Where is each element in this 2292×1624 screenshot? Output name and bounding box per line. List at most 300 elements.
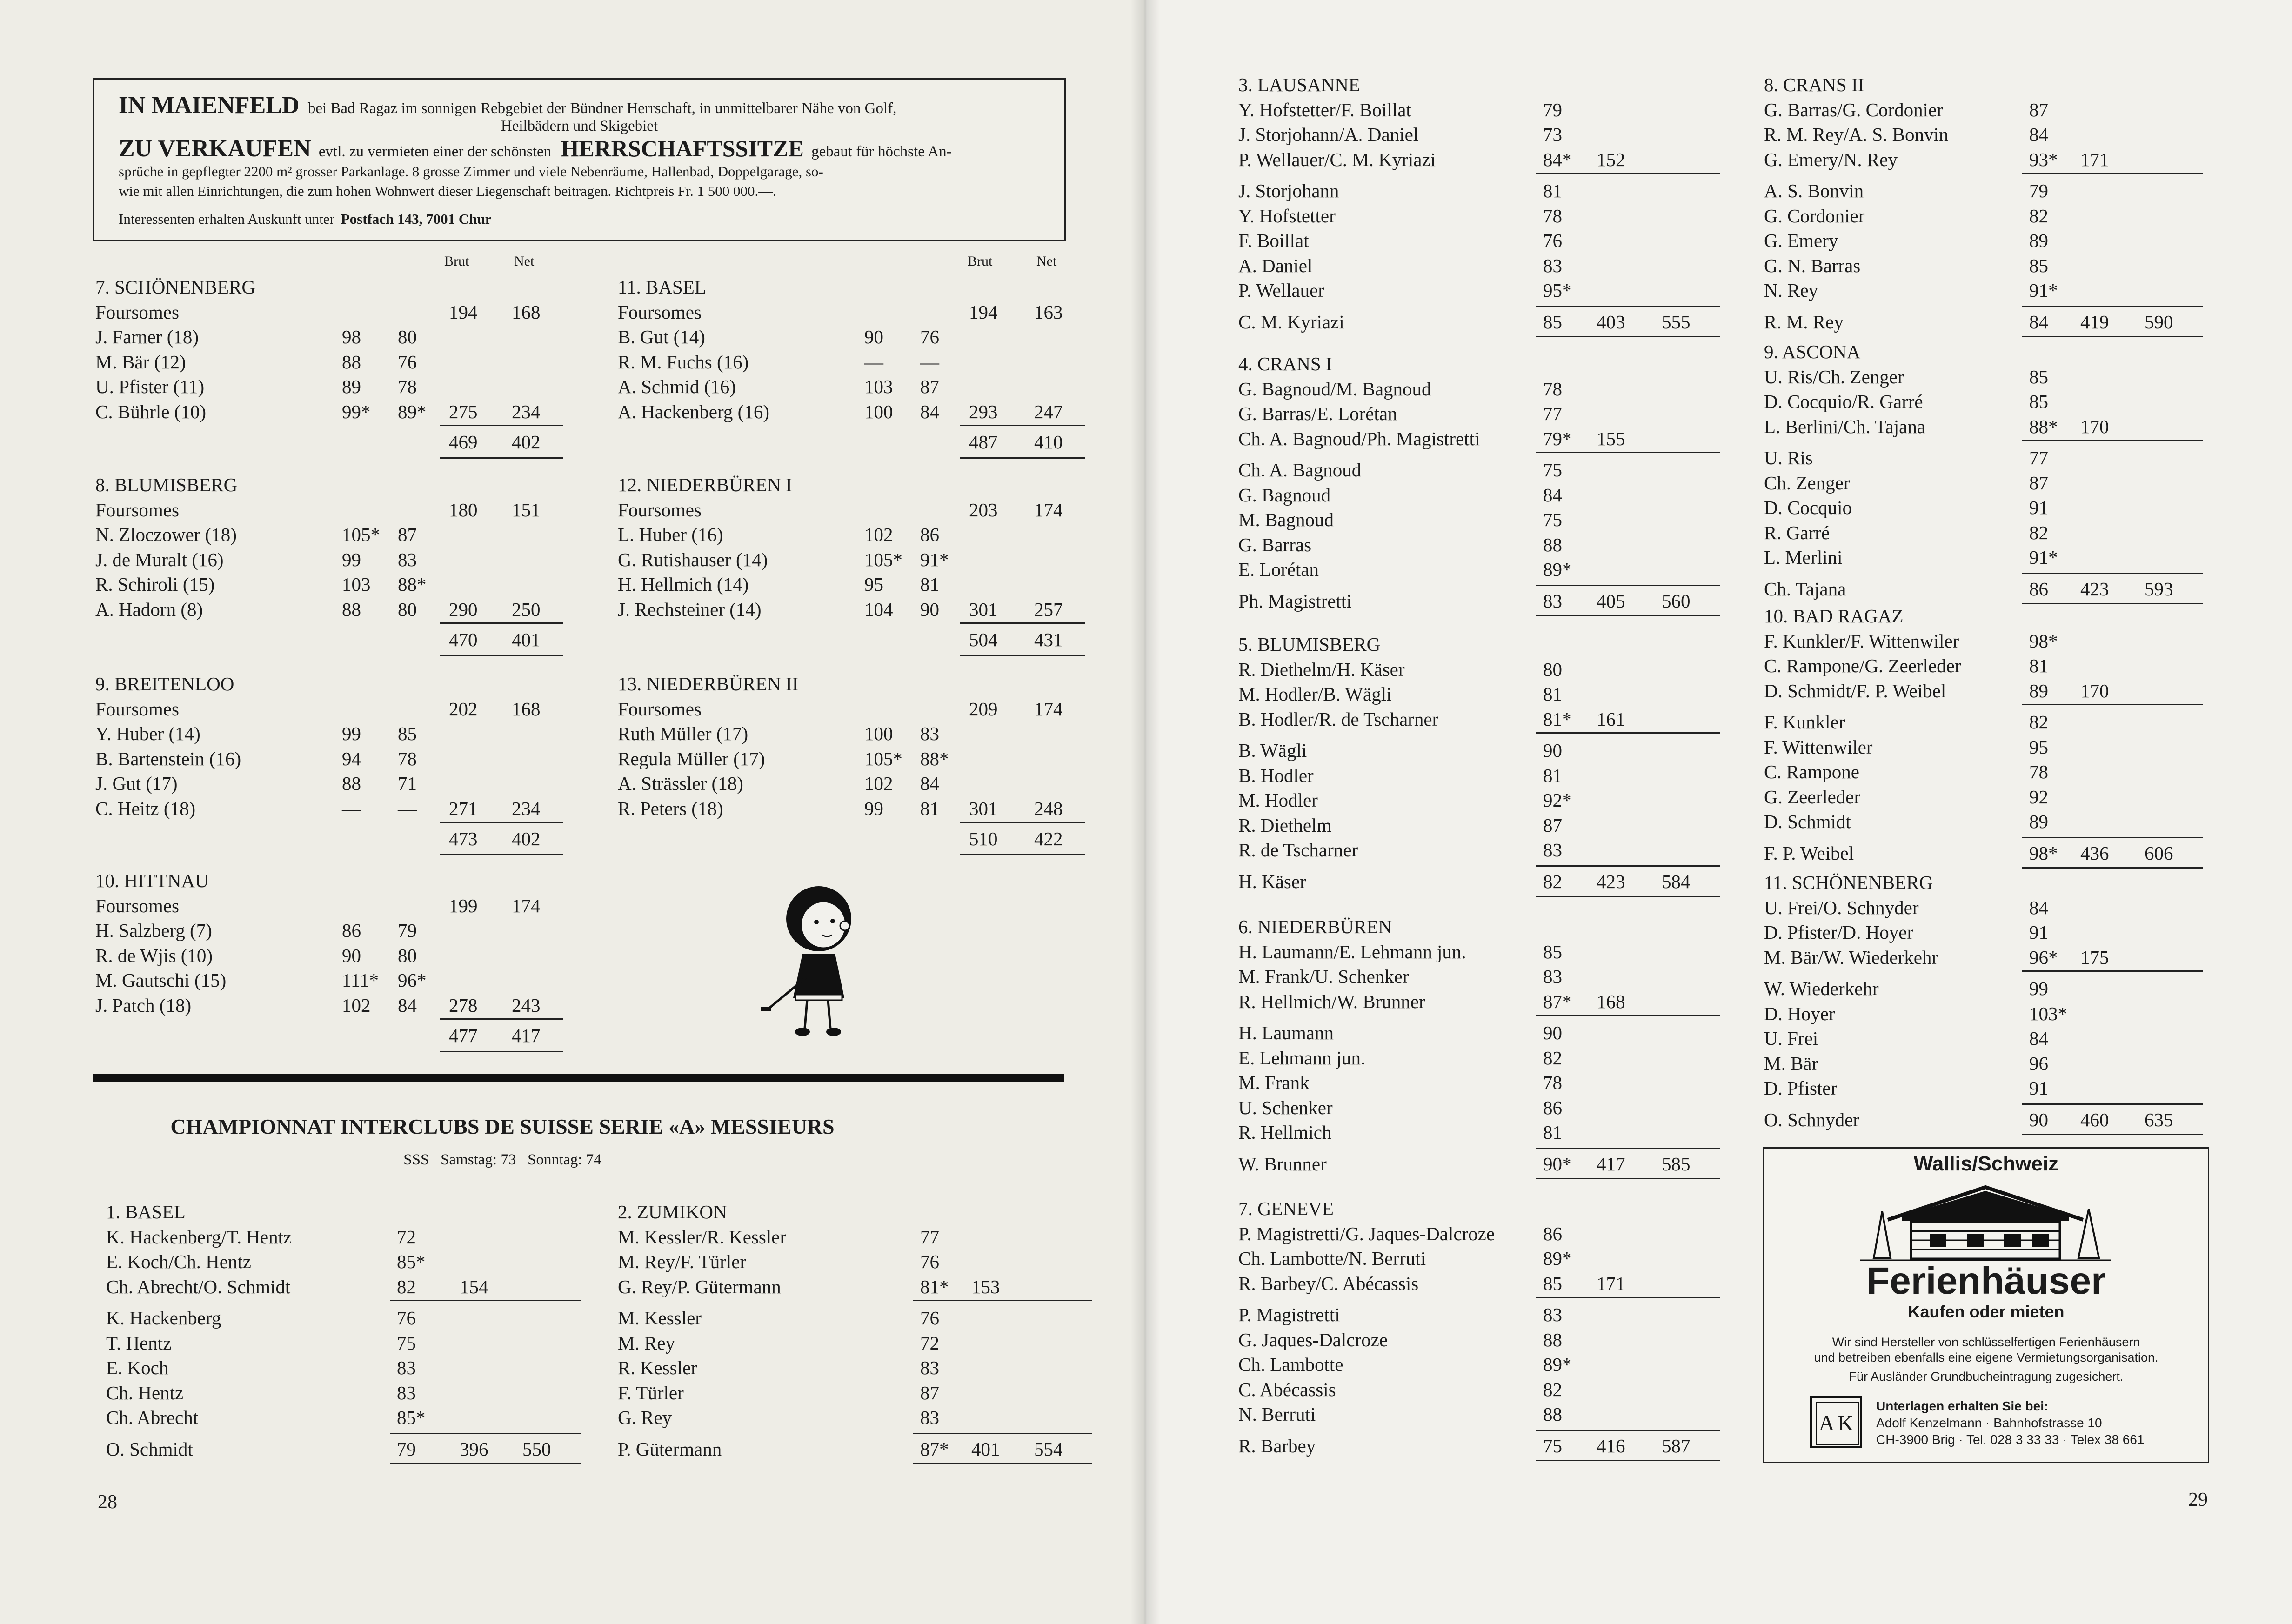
- team-title: 9. ASCONA: [1764, 341, 1861, 362]
- single-score: 83: [920, 1357, 939, 1378]
- ad-text: gebaut für höchste An-: [811, 143, 952, 160]
- player-name: G. Jaques-Dalcroze: [1238, 1329, 1388, 1350]
- table-rule: [440, 822, 563, 823]
- player-name: Ch. Tajana: [1764, 578, 1846, 600]
- foursome-row: [1764, 364, 2252, 389]
- player-name: A. Daniel: [1238, 254, 1313, 276]
- single-score: 83: [1543, 254, 1562, 276]
- pair-score: 85: [2029, 391, 2048, 412]
- single-row: [1764, 309, 2252, 334]
- single-row: [1238, 507, 1727, 532]
- page-number: 29: [2188, 1489, 2208, 1510]
- single-row: [1764, 809, 2252, 834]
- player-name: B. Wägli: [1238, 740, 1307, 761]
- single-score: 82: [2029, 711, 2048, 733]
- single-row: [1764, 759, 2252, 784]
- player-row: [95, 547, 607, 572]
- player-row: [618, 374, 1129, 399]
- single-score: 79: [2029, 180, 2048, 201]
- foursome-row: [1238, 376, 1727, 401]
- single-score: 91: [2029, 497, 2048, 518]
- table-rule: [2022, 306, 2203, 307]
- foursome-row: [106, 1274, 595, 1299]
- holiday-homes-ad: [1763, 1147, 2209, 1463]
- player-row: [618, 522, 1129, 547]
- player-name: R. de Wjis (10): [95, 944, 213, 966]
- net-score: 80: [398, 944, 417, 966]
- table-rule: [1536, 896, 1720, 897]
- player-name: F. Wittenwiler: [1764, 736, 1873, 758]
- player-name: R. Kessler: [618, 1357, 697, 1378]
- table-rule: [1536, 1297, 1720, 1298]
- table-rule: [2022, 336, 2203, 337]
- player-name: G. Rutishauser (14): [618, 548, 768, 570]
- singles-total: 403: [1597, 311, 1625, 333]
- brut-score: 86: [342, 920, 361, 941]
- player-name: F. Türler: [618, 1382, 684, 1403]
- single-row: [1764, 470, 2252, 495]
- single-score: 85*: [397, 1407, 426, 1428]
- pair-score: 77: [1543, 403, 1562, 424]
- player-row: [95, 771, 607, 796]
- single-row: [1764, 1001, 2252, 1026]
- player-row: [95, 572, 607, 597]
- team-total: 560: [1662, 590, 1691, 612]
- pair-names: R. Diethelm/H. Käser: [1238, 658, 1405, 680]
- single-score: 88: [1543, 1329, 1562, 1350]
- player-row: [618, 572, 1129, 597]
- single-score: 91*: [2029, 280, 2058, 301]
- single-score: 95: [2029, 736, 2048, 758]
- pair-score: 88*: [2029, 415, 2058, 437]
- net-score: 80: [398, 598, 417, 620]
- player-row: [95, 374, 607, 399]
- player-name: L. Merlini: [1764, 547, 1843, 568]
- single-row: [1764, 1051, 2252, 1076]
- pair-names: P. Wellauer/C. M. Kyriazi: [1238, 148, 1436, 170]
- team-title: 10. HITTNAU: [95, 870, 209, 891]
- brut-score: 99*: [342, 401, 371, 422]
- player-row: [95, 968, 607, 993]
- net-total: 402: [512, 431, 541, 453]
- brut-total: 301: [969, 598, 998, 620]
- foursome-total: 153: [971, 1276, 1000, 1297]
- single-row: [106, 1380, 595, 1405]
- single-row: [1238, 738, 1727, 763]
- team-block: [1238, 351, 1727, 640]
- foursome-row: [1764, 895, 2252, 920]
- single-row: [1238, 1045, 1727, 1070]
- table-rule: [390, 1463, 581, 1464]
- left-page: [0, 0, 1145, 1624]
- single-score: 76: [397, 1307, 416, 1329]
- single-score: 90: [1543, 740, 1562, 761]
- team-block: [95, 671, 607, 885]
- table-rule: [440, 622, 563, 624]
- single-row: [1238, 1327, 1727, 1352]
- total-row: [618, 627, 1129, 652]
- brut-score: 103: [342, 574, 371, 595]
- player-name: A. Hadorn (8): [95, 598, 203, 620]
- player-name: J. Patch (18): [95, 994, 192, 1016]
- table-rule: [1536, 865, 1720, 867]
- single-row: [1238, 1070, 1727, 1095]
- net-score: 91*: [920, 548, 949, 570]
- brut-score: —: [342, 797, 361, 819]
- team-total: 554: [1034, 1438, 1063, 1460]
- single-score: 75: [1543, 509, 1562, 530]
- brut-score: —: [864, 351, 883, 373]
- player-name: B. Bartenstein (16): [95, 748, 241, 769]
- single-score: 83: [1543, 839, 1562, 861]
- pair-score: 79*: [1543, 428, 1572, 449]
- net-score: 76: [920, 326, 939, 348]
- foursome-row: [1764, 122, 2252, 147]
- team-title: 5. BLUMISBERG: [1238, 634, 1381, 655]
- net-total: 402: [512, 828, 541, 849]
- player-name: P. Gütermann: [618, 1438, 722, 1460]
- single-score: 81: [1543, 764, 1562, 786]
- single-score: 83: [1543, 590, 1562, 612]
- player-row: [95, 300, 607, 325]
- player-name: N. Rey: [1764, 280, 1818, 301]
- foursome-total: 171: [2080, 148, 2109, 170]
- col-header-net: Net: [1036, 254, 1057, 269]
- pair-score: 82: [397, 1276, 416, 1297]
- pair-names: M. Frank/U. Schenker: [1238, 966, 1409, 987]
- single-score: 82: [1543, 870, 1562, 892]
- pair-score: 81: [2029, 655, 2048, 676]
- pair-names: H. Laumann/E. Lehmann jun.: [1238, 941, 1466, 962]
- single-score: 91*: [2029, 547, 2058, 568]
- single-score: 81: [1543, 1122, 1562, 1143]
- team-title: 11. SCHÖNENBERG: [1764, 872, 1933, 893]
- single-score: 92*: [1543, 789, 1572, 811]
- player-row: [618, 746, 1129, 771]
- player-row: [95, 696, 607, 722]
- foursome-total: 170: [2080, 680, 2109, 702]
- player-name: C. Abécassis: [1238, 1378, 1336, 1400]
- team-total: 555: [1662, 311, 1691, 333]
- net-score: 79: [398, 920, 417, 941]
- player-name: Foursomes: [95, 895, 179, 916]
- single-row: [1764, 545, 2252, 570]
- table-rule: [1536, 1178, 1720, 1179]
- single-row: [1238, 1377, 1727, 1402]
- brut-total: 504: [969, 629, 998, 650]
- table-rule: [1536, 615, 1720, 616]
- brut-total: 487: [969, 431, 998, 453]
- player-name: P. Wellauer: [1238, 280, 1324, 301]
- team-block: [1764, 339, 2252, 628]
- single-row: [1238, 588, 1727, 614]
- player-name: R. Diethelm: [1238, 814, 1332, 836]
- brut-score: 89: [342, 376, 361, 397]
- pair-names: M. Bär/W. Wiederkehr: [1764, 946, 1938, 968]
- single-row: [1238, 1302, 1727, 1327]
- single-score: 86: [2029, 578, 2048, 600]
- player-name: C. Bührle (10): [95, 401, 206, 422]
- foursome-total: 154: [460, 1276, 488, 1297]
- pair-score: 78: [1543, 378, 1562, 400]
- player-row: [95, 918, 607, 943]
- player-row: [95, 943, 607, 968]
- table-rule: [2022, 704, 2203, 705]
- single-row: [618, 1437, 1106, 1462]
- player-name: Ph. Magistretti: [1238, 590, 1352, 612]
- player-name: F. Kunkler: [1764, 711, 1845, 733]
- foursome-row: [1238, 1221, 1727, 1246]
- net-total: 234: [512, 401, 541, 422]
- table-rule: [2022, 1134, 2203, 1135]
- single-score: 76: [1543, 230, 1562, 251]
- table-rule: [2022, 440, 2203, 441]
- single-row: [1764, 278, 2252, 303]
- player-name: G. Cordonier: [1764, 205, 1865, 227]
- player-name: R. M. Fuchs (16): [618, 351, 749, 373]
- pair-score: 98*: [2029, 630, 2058, 652]
- table-rule: [960, 457, 1085, 459]
- player-row: [95, 993, 607, 1018]
- player-name: G. Emery: [1764, 230, 1838, 251]
- team-block: [1238, 72, 1727, 361]
- singles-total: 423: [1597, 870, 1625, 892]
- pair-score: 85: [1543, 941, 1562, 962]
- ad-headline: Ferienhäuser: [1866, 1260, 2106, 1302]
- col-header-brut: Brut: [968, 254, 993, 269]
- player-name: T. Hentz: [106, 1332, 172, 1354]
- player-name: J. Rechsteiner (14): [618, 598, 762, 620]
- brut-score: 90: [864, 326, 883, 348]
- player-name: J. Gut (17): [95, 773, 178, 794]
- foursome-row: [1764, 945, 2252, 970]
- foursome-row: [1764, 920, 2252, 945]
- single-row: [1764, 228, 2252, 253]
- table-rule: [440, 457, 563, 459]
- team-block: [95, 274, 607, 488]
- single-score: 87*: [920, 1438, 949, 1460]
- brut-score: 105*: [864, 748, 902, 769]
- single-row: [1238, 837, 1727, 862]
- player-name: B. Gut (14): [618, 326, 705, 348]
- team-title: 10. BAD RAGAZ: [1764, 605, 1904, 627]
- player-row: [95, 893, 607, 918]
- table-rule: [1536, 306, 1720, 307]
- player-name: E. Koch: [106, 1357, 169, 1378]
- player-name: M. Gautschi (15): [95, 969, 227, 991]
- player-name: Ch. Hentz: [106, 1382, 184, 1403]
- player-row: [618, 399, 1129, 424]
- single-score: 75: [397, 1332, 416, 1354]
- table-rule: [1536, 1460, 1720, 1461]
- pair-score: 87: [2029, 99, 2048, 120]
- player-name: W. Wiederkehr: [1764, 978, 1879, 999]
- player-name: L. Huber (16): [618, 524, 723, 545]
- total-row: [618, 826, 1129, 851]
- team-block: [618, 1199, 1106, 1488]
- foursome-row: [1238, 401, 1727, 426]
- net-total: 168: [512, 698, 541, 720]
- single-score: 84: [2029, 311, 2048, 333]
- player-name: Ch. Zenger: [1764, 472, 1850, 494]
- pair-score: 80: [1543, 658, 1562, 680]
- player-row: [95, 522, 607, 547]
- brut-total: 194: [969, 301, 998, 323]
- pair-names: Ch. Lambotte/N. Berruti: [1238, 1248, 1426, 1269]
- team-total: 587: [1662, 1435, 1691, 1457]
- foursome-row: [1764, 147, 2252, 172]
- team-title: 2. ZUMIKON: [618, 1201, 727, 1223]
- single-row: [1764, 841, 2252, 866]
- single-score: 81: [1543, 180, 1562, 201]
- pair-score: 87*: [1543, 990, 1572, 1012]
- net-score: 87: [398, 524, 417, 545]
- singles-total: 396: [460, 1438, 488, 1460]
- player-row: [95, 721, 607, 746]
- single-score: 84: [1543, 484, 1562, 506]
- table-rule: [440, 1018, 563, 1020]
- total-row: [95, 429, 607, 454]
- single-row: [1238, 457, 1727, 482]
- foursome-row: [1238, 1246, 1727, 1271]
- brut-score: 102: [864, 524, 893, 545]
- brut-score: 104: [864, 598, 893, 620]
- ad-text: wie mit allen Einrichtungen, die zum hohen Wohnwert dieser Liegenschaft beitragen. Richtpreis Fr. 1 500 000.—.: [119, 183, 776, 199]
- brut-score: 102: [342, 994, 371, 1016]
- table-rule: [960, 854, 1085, 855]
- player-name: W. Brunner: [1238, 1153, 1327, 1175]
- net-score: 84: [920, 773, 939, 794]
- player-name: G. Zeerleder: [1764, 786, 1861, 808]
- single-score: 83: [397, 1382, 416, 1403]
- team-total: 585: [1662, 1153, 1691, 1175]
- pair-score: 77: [920, 1226, 939, 1248]
- single-score: 75: [1543, 1435, 1562, 1457]
- net-score: 76: [398, 351, 417, 373]
- net-score: 84: [398, 994, 417, 1016]
- pair-score: 84*: [1543, 148, 1572, 170]
- table-rule: [913, 1300, 1092, 1301]
- player-name: M. Hodler: [1238, 789, 1318, 811]
- brut-total: 278: [449, 994, 478, 1016]
- brut-score: 88: [342, 351, 361, 373]
- single-score: 90: [2029, 1109, 2048, 1130]
- table-rule: [1536, 1148, 1720, 1149]
- net-score: 81: [920, 574, 939, 595]
- team-title: 7. SCHÖNENBERG: [95, 276, 255, 298]
- brut-score: 100: [864, 401, 893, 422]
- right-page: [1145, 0, 2292, 1624]
- brut-total: 209: [969, 698, 998, 720]
- pair-names: D. Schmidt/F. P. Weibel: [1764, 680, 1946, 702]
- pair-names: R. M. Rey/A. S. Bonvin: [1764, 124, 1949, 145]
- chalet-icon: [1860, 1183, 2111, 1265]
- single-score: 84: [2029, 1028, 2048, 1049]
- player-row: [95, 746, 607, 771]
- ad-headline-location: IN MAIENFELD: [119, 92, 300, 119]
- ad-headline-property: HERRSCHAFTSSITZE: [561, 135, 804, 161]
- single-row: [1238, 178, 1727, 203]
- player-name: R. Peters (18): [618, 797, 723, 819]
- pair-names: D. Cocquio/R. Garré: [1764, 391, 1923, 412]
- single-score: 99: [2029, 978, 2048, 999]
- player-name: A. Hackenberg (16): [618, 401, 769, 422]
- player-name: J. Storjohann: [1238, 180, 1339, 201]
- singles-total: 416: [1597, 1435, 1625, 1457]
- single-score: 103*: [2029, 1002, 2067, 1024]
- foursome-total: 170: [2080, 415, 2109, 437]
- team-block: [1238, 1196, 1727, 1484]
- single-score: 79: [397, 1438, 416, 1460]
- single-score: 83: [1543, 1304, 1562, 1325]
- single-row: [1238, 228, 1727, 253]
- player-name: C. Heitz (18): [95, 797, 196, 819]
- championship-subtitle: SSS Samstag: 73 Sonntag: 74: [403, 1151, 601, 1168]
- player-name: Foursomes: [618, 499, 702, 521]
- player-name: E. Lehmann jun.: [1238, 1047, 1366, 1069]
- single-row: [106, 1437, 595, 1462]
- player-name: D. Cocquio: [1764, 497, 1852, 518]
- pair-names: G. Bagnoud/M. Bagnoud: [1238, 378, 1431, 400]
- net-total: 174: [512, 895, 541, 916]
- net-total: 247: [1034, 401, 1063, 422]
- section-divider: [93, 1074, 1064, 1082]
- pair-score: 91: [2029, 922, 2048, 943]
- brut-total: 180: [449, 499, 478, 521]
- foursome-row: [1238, 964, 1727, 989]
- single-row: [106, 1355, 595, 1380]
- single-row: [106, 1330, 595, 1356]
- single-row: [1238, 1095, 1727, 1120]
- foursome-row: [1764, 389, 2252, 414]
- player-row: [618, 597, 1129, 622]
- player-row: [618, 547, 1129, 572]
- foursome-row: [1238, 122, 1727, 147]
- net-score: —: [920, 351, 939, 373]
- table-rule: [960, 822, 1085, 823]
- team-title: 4. CRANS I: [1238, 353, 1332, 374]
- team-block: [618, 274, 1129, 488]
- table-rule: [913, 1463, 1092, 1464]
- net-score: 88*: [920, 748, 949, 769]
- net-total: 151: [512, 499, 541, 521]
- single-score: 78: [2029, 761, 2048, 782]
- net-total: 257: [1034, 598, 1063, 620]
- foursome-row: [1238, 97, 1727, 122]
- brut-score: 98: [342, 326, 361, 348]
- brut-score: 88: [342, 598, 361, 620]
- net-total: 250: [512, 598, 541, 620]
- team-block: [618, 671, 1129, 885]
- single-score: 95*: [1543, 280, 1572, 301]
- brut-score: 99: [342, 548, 361, 570]
- brut-score: 95: [864, 574, 883, 595]
- player-name: M. Bagnoud: [1238, 509, 1334, 530]
- brut-total: 199: [449, 895, 478, 916]
- pair-score: 85*: [397, 1251, 426, 1272]
- foursome-row: [1764, 414, 2252, 439]
- player-name: E. Lorétan: [1238, 559, 1319, 580]
- table-rule: [1536, 1430, 1720, 1431]
- property-ad: [93, 78, 1066, 241]
- single-row: [1238, 557, 1727, 582]
- single-row: [1764, 1026, 2252, 1051]
- net-total: 168: [512, 301, 541, 323]
- ad-text: Für Ausländer Grundbucheintragung zugesichert.: [1849, 1370, 2124, 1383]
- brut-total: 202: [449, 698, 478, 720]
- pair-names: R. Barbey/C. Abécassis: [1238, 1272, 1419, 1294]
- single-row: [106, 1305, 595, 1330]
